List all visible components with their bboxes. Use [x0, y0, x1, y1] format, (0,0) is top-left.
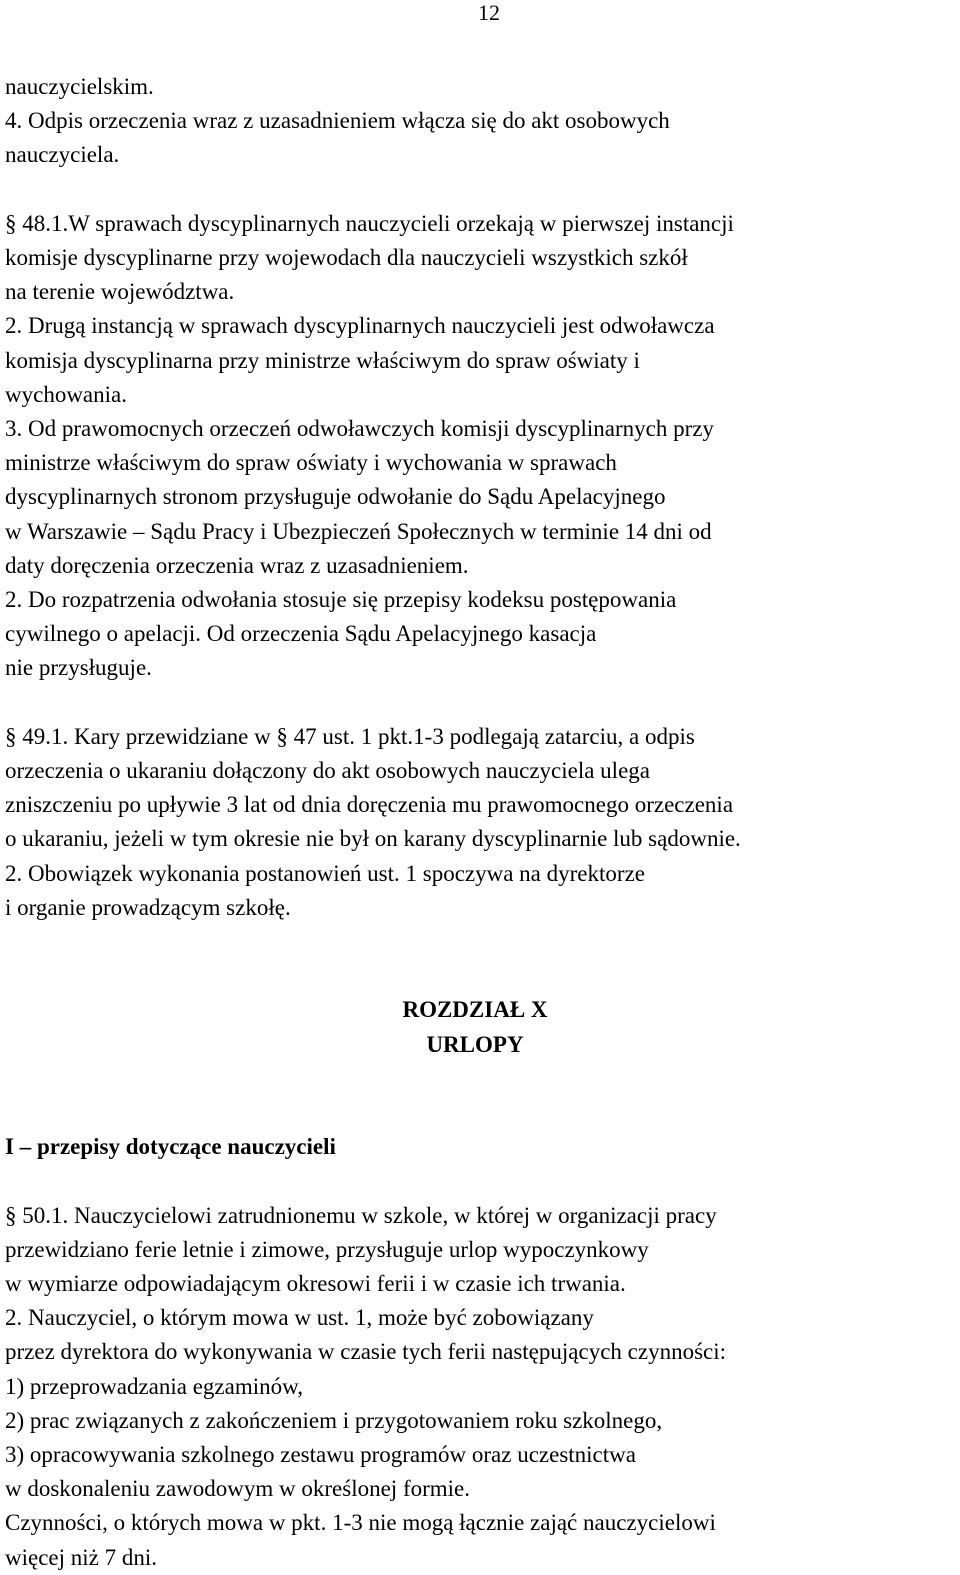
paragraph-gap	[5, 925, 957, 959]
text-line: komisje dyscyplinarne przy wojewodach dla nauczycieli wszystkich szkół	[5, 245, 688, 270]
text-line: § 50.1. Nauczycielowi zatrudnionemu w szkole, w której w organizacji pracy	[5, 1202, 717, 1228]
text-line: dyscyplinarnych stronom przysługuje odwołanie do Sądu Apelacyjnego	[5, 484, 666, 510]
text-line: nauczyciela.	[5, 142, 120, 168]
text-line: 4. Odpis orzeczenia wraz z uzasadnieniem włącza się do akt osobowych	[5, 108, 670, 134]
text-line: daty doręczenia orzeczenia wraz z uzasadnieniem.	[5, 552, 469, 578]
text-line: Czynności, o których mowa w pkt. 1-3 nie mogą łącznie zająć nauczycielowi	[5, 1510, 716, 1536]
text-line: orzeczenia o ukaraniu dołączony do akt osobowych nauczyciela ulega	[5, 758, 650, 784]
text-line: więcej niż 7 dni.	[5, 1544, 158, 1570]
text-line: 2) prac związanych z zakończeniem i przygotowaniem roku szkolnego,	[5, 1407, 663, 1433]
text-line: 3. Od prawomocnych orzeczeń odwoławczych komisji dyscyplinarnych przy	[5, 416, 714, 442]
text-line: § 48.1.W sprawach dyscyplinarnych nauczycieli orzekają w pierwszej instancji	[5, 210, 734, 236]
text-line: i organie prowadzącym szkołę.	[5, 894, 291, 920]
text-line: przez dyrektora do wykonywania w czasie tych ferii następujących czynności:	[5, 1339, 727, 1365]
text-line: 2. Do rozpatrzenia odwołania stosuje się przepisy kodeksu postępowania	[5, 587, 677, 613]
page-number: 12	[478, 0, 500, 25]
text-line: 1) przeprowadzania egzaminów,	[5, 1373, 304, 1399]
text-line: nie przysługuje.	[5, 655, 152, 681]
text-line: komisja dyscyplinarna przy ministrze właściwym do spraw oświaty i	[5, 347, 640, 373]
text-line: 2. Obowiązek wykonania postanowień ust. 1 spoczywa na dyrektorze	[5, 860, 645, 886]
paragraph-gap	[5, 1062, 957, 1096]
chapter-heading: ROZDZIAŁ X	[402, 997, 548, 1023]
text-line: § 49.1. Kary przewidziane w § 47 ust. 1 pkt.1-3 podlegają zatarciu, a odpis	[5, 723, 695, 749]
paragraph-gap	[5, 173, 957, 207]
paragraph-gap	[5, 1164, 957, 1198]
text-line: zniszczeniu po upływie 3 lat od dnia doręczenia mu prawomocnego orzeczenia	[5, 792, 734, 818]
text-line: 3) opracowywania szkolnego zestawu programów oraz uczestnictwa	[5, 1442, 636, 1468]
text-line: nauczycielskim.	[5, 74, 154, 99]
text-line: ministrze właściwym do spraw oświaty i wychowania w sprawach	[5, 450, 617, 476]
paragraph-gap	[5, 1096, 957, 1130]
text-line: w wymiarze odpowiadającym okresowi ferii i w czasie ich trwania.	[5, 1271, 626, 1296]
text-line: wychowania.	[5, 381, 127, 407]
chapter-heading: URLOPY	[426, 1031, 524, 1057]
section-heading: I – przepisy dotyczące nauczycieli	[5, 1134, 336, 1160]
text-line: przewidziano ferie letnie i zimowe, przysługuje urlop wypoczynkowy	[5, 1236, 649, 1262]
text-line: o ukaraniu, jeżeli w tym okresie nie był on karany dyscyplinarnie lub sądownie.	[5, 826, 741, 852]
text-line: 2. Drugą instancją w sprawach dyscyplinarnych nauczycieli jest odwoławcza	[5, 313, 715, 339]
text-line: na terenie województwa.	[5, 279, 235, 305]
text-line: 2. Nauczyciel, o którym mowa w ust. 1, może być zobowiązany	[5, 1305, 594, 1331]
document-body	[5, 70, 957, 1575]
paragraph-gap	[5, 686, 957, 720]
paragraph-gap	[5, 959, 957, 993]
text-line: w doskonaleniu zawodowym w określonej formie.	[5, 1476, 471, 1502]
text-line: w Warszawie – Sądu Pracy i Ubezpieczeń Społecznych w terminie 14 dni od	[5, 518, 712, 544]
text-line: cywilnego o apelacji. Od orzeczenia Sądu Apelacyjnego kasacja	[5, 621, 597, 647]
